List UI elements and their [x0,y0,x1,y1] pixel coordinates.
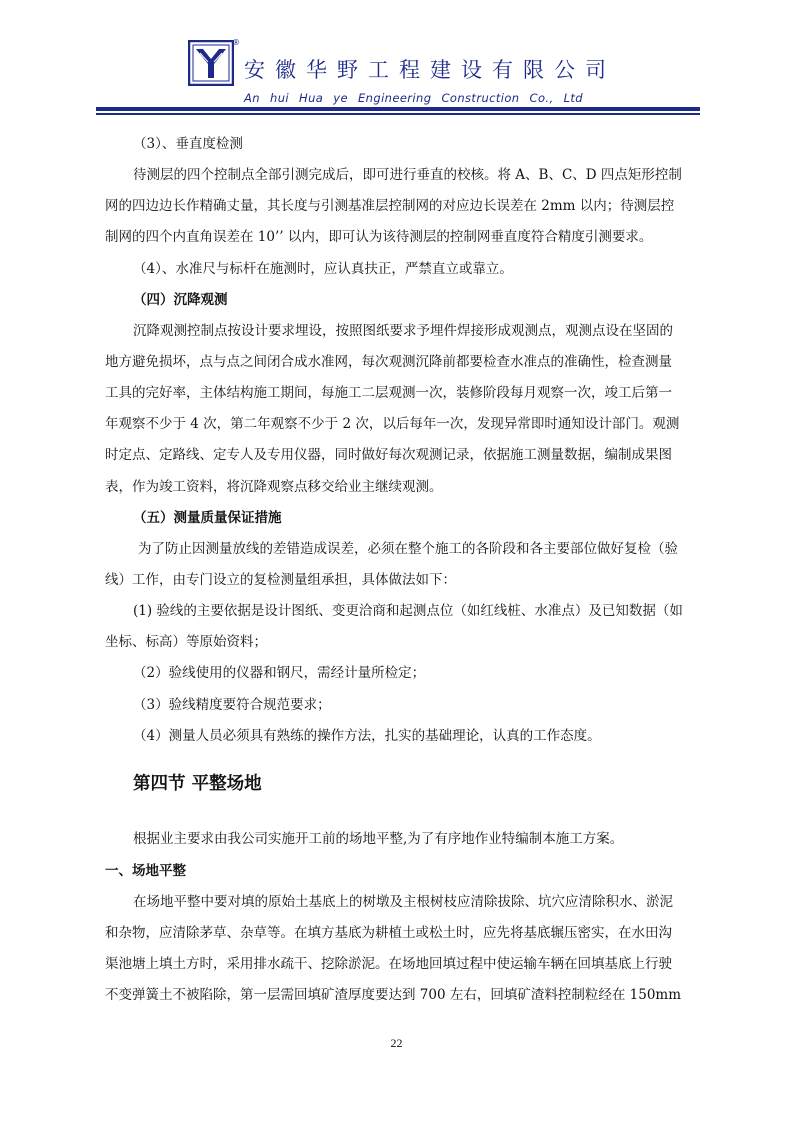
body-text-line: 制网的四个内直角误差在 10’’ 以内，即可认为该待测层的控制网垂直度符合精度引测要求。 [105,229,653,245]
body-text-line: 线）工作，由专门设立的复检测量组承担，具体做法如下： [105,572,456,588]
subheading: （五）测量质量保证措施 [133,510,282,526]
company-logo [188,40,234,86]
registered-mark: ® [232,38,240,47]
body-text-line: （3）验线精度要符合规范要求； [133,697,331,713]
body-text-line: 工具的完好率，主体结构施工期间，每施工二层观测一次，装修阶段每月观察一次，竣工后第一 [105,385,672,401]
header-rule-thick [96,107,700,111]
header-rule-thin [96,113,700,115]
body-text-line: （4）、水准尺与标杆在施测时，应认真扶正，严禁直立或靠立。 [133,261,513,277]
page-number: 22 [390,1036,403,1050]
subheading: 一、场地平整 [105,863,186,879]
section-title: 第四节 平整场地 [133,774,262,794]
body-text-line: 渠池塘上填土方时，采用排水疏干、挖除淤泥。在场地回填过程中使运输车辆在回填基底上行驶 [105,956,672,972]
body-text-line: （3）、垂直度检测 [133,136,243,152]
body-text-line: 时定点、定路线、定专人及专用仪器，同时做好每次观测记录，依据施工测量数据，编制成果图 [105,447,672,463]
company-name-cn: 安徽华野工程建设有限公司 [244,58,616,82]
body-text-line: （2）验线使用的仪器和钢尺，需经计量所检定； [133,665,426,681]
body-text-line: 年观察不少于 4 次，第二年观察不少于 2 次，以后每年一次，发现异常即时通知设计部门。观测 [105,416,680,432]
body-text-line: 地方避免损坏，点与点之间闭合成水准网，每次观测沉降前都要检查水准点的准确性，检查测量 [105,354,672,370]
body-text-line: 根据业主要求由我公司实施开工前的场地平整,为了有序地作业特编制本施工方案。 [133,831,624,847]
body-text-line: 在场地平整中要对填的原始土基底上的树墩及主根树枝应清除拔除、坑穴应清除积水、淤泥 [133,894,673,910]
body-text-line: 和杂物，应清除茅草、杂草等。在填方基底为耕植土或松土时，应先将基底辗压密实，在水田沟 [105,925,672,941]
body-text-line: 待测层的四个控制点全部引测完成后，即可进行垂直的校核。将 A、B、C、D 四点矩形控制 [133,167,682,183]
body-text-line: 为了防止因测量放线的差错造成误差，必须在整个施工的各阶段和各主要部位做好复检（验 [138,541,678,557]
subheading: （四）沉降观测 [133,292,228,308]
body-text-line: 网的四边边长作精确丈量，其长度与引测基准层控制网的对应边长误差在 2mm 以内；待测层控 [105,198,675,214]
company-name-en: An hui Hua ye Engineering Construction Co., Ltd [244,91,583,105]
body-text-line: 不变弹簧土不被陷除，第一层需回填矿渣厚度要达到 700 左右，回填矿渣料控制粒经在 150mm [105,987,682,1003]
body-text-line: 沉降观测控制点按设计要求埋设，按照图纸要求予埋件焊接形成观测点，观测点设在坚固的 [133,323,673,339]
body-text-line: 坐标、标高）等原始资料； [105,634,267,650]
body-text-line: 表，作为竣工资料，将沉降观察点移交给业主继续观测。 [105,479,443,495]
body-text-line: (1) 验线的主要依据是设计图纸、变更洽商和起测点位（如红线桩、水准点）及已知数据（如 [133,603,683,619]
body-text-line: （4）测量人员必须具有熟练的操作方法，扎实的基础理论，认真的工作态度。 [133,728,601,744]
